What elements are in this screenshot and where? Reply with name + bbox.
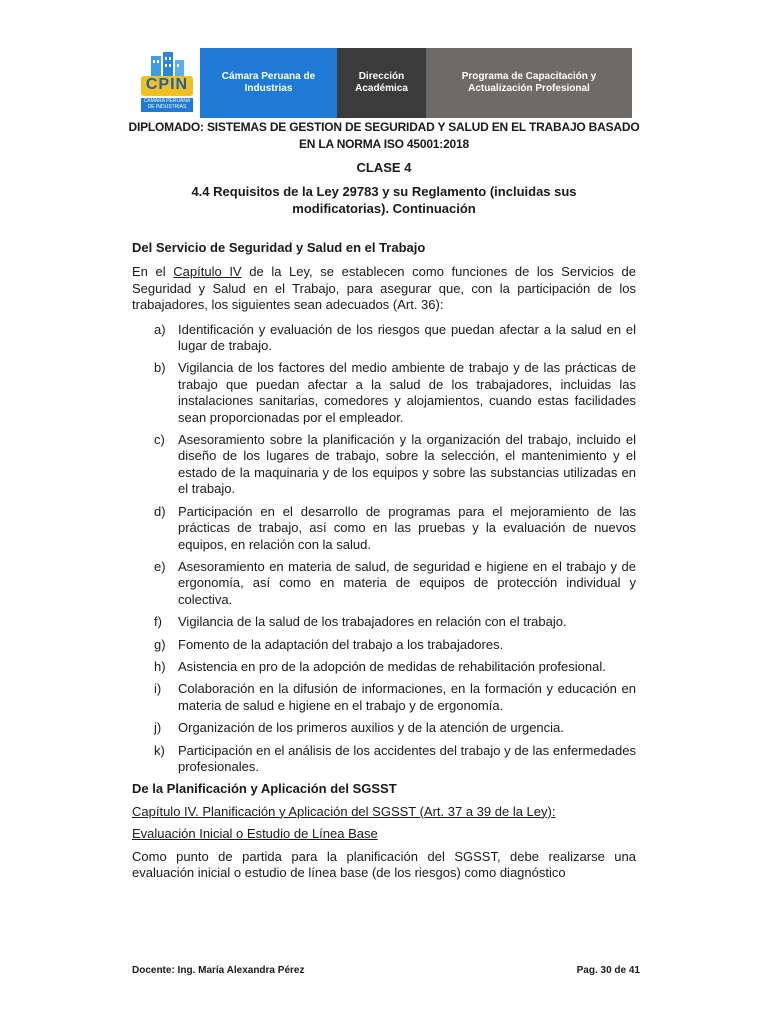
- header-segment-programa: [426, 48, 632, 118]
- footer-teacher: Docente: Ing. María Alexandra Pérez: [132, 965, 305, 976]
- list-marker: j): [154, 720, 162, 736]
- section-heading-planificacion: De la Planificación y Aplicación del SGSST: [132, 781, 397, 797]
- list-marker: d): [154, 503, 166, 519]
- list-marker: b): [154, 360, 166, 376]
- segment-line: Dirección: [358, 71, 405, 82]
- header-banner: [134, 48, 632, 118]
- intro-text: En el: [132, 264, 174, 280]
- list-item: [132, 360, 636, 426]
- list-item: [132, 637, 636, 653]
- functions-list: [132, 322, 636, 776]
- header-segment-direccion: [337, 48, 426, 118]
- document-body: [132, 240, 636, 889]
- list-marker: h): [154, 658, 166, 674]
- section-heading: Del Servicio de Seguridad y Salud en el Trabajo: [132, 240, 426, 255]
- intro-paragraph: [132, 264, 636, 313]
- list-item: [132, 614, 636, 630]
- list-item-text: Identificación y evaluación de los riesgos que puedan afectar a la salud en el lugar de trabajo.: [178, 321, 636, 354]
- list-marker: g): [154, 636, 166, 652]
- course-title: [128, 119, 640, 153]
- list-marker: i): [154, 681, 162, 697]
- list-item-text: Vigilancia de los factores del medio ambiente de trabajo y de las prácticas de trabajo que puedan afectar a la salud de los trabajadores, incluidas las instalaciones sanitarias, comedores y alojamientos, cuando estas facilidades sean proporcionadas por el empleador.: [178, 360, 636, 425]
- segment-line: Académica: [355, 83, 408, 94]
- cpin-logo: [134, 48, 200, 118]
- list-item-text: Participación en el análisis de los accidentes del trabajo y de las enfermedades profesionales.: [178, 742, 636, 774]
- chapter-iv-link[interactable]: Capítulo IV. Planificación y Aplicación del SGSST (Art. 37 a 39 de la Ley):: [132, 803, 556, 819]
- list-item-text: Asistencia en pro de la adopción de medidas de rehabilitación profesional.: [178, 658, 606, 674]
- list-item: [132, 559, 636, 608]
- list-item-text: Asesoramiento sobre la planificación y la organización del trabajo, incluido el diseño de los lugares de trabajo, sobre la selección, el mantenimiento y el estado de la maquinaria y de los equipos y sobre las substancias utilizadas en el trabajo.: [178, 432, 636, 497]
- chapter-link[interactable]: Capítulo IV: [173, 264, 242, 280]
- evaluacion-inicial-link[interactable]: Evaluación Inicial o Estudio de Línea Base: [132, 826, 378, 842]
- list-item-text: Fomento de la adaptación del trabajo a los trabajadores.: [178, 636, 504, 652]
- segment-line: Actualización Profesional: [468, 83, 590, 94]
- list-item-text: Participación en el desarrollo de programas para el mejoramiento de las prácticas de trabajo, así como en las pruebas y la evaluación de nuevos equipos, en relación con la salud.: [178, 503, 636, 552]
- planning-paragraph: Como punto de partida para la planificación del SGSST, debe realizarse una evaluación inicial o estudio de línea base (de los riesgos) como diagnóstico: [132, 848, 636, 880]
- list-marker: k): [154, 742, 165, 758]
- segment-line: Industrias: [244, 83, 293, 94]
- list-item: [132, 743, 636, 776]
- list-marker: f): [154, 614, 162, 630]
- segment-line: Cámara Peruana de: [221, 71, 316, 82]
- course-title-line: DIPLOMADO: SISTEMAS DE GESTION DE SEGURIDAD Y SALUD EN EL TRABAJO BASADO: [128, 120, 640, 134]
- list-item: [132, 681, 636, 714]
- list-item: [132, 659, 636, 675]
- header-segment-camara: [200, 48, 337, 118]
- list-item-text: Asesoramiento en materia de salud, de seguridad e higiene en el trabajo y de ergonomía, así como en materia de equipos de protección individual y colectiva.: [178, 558, 636, 607]
- logo-subtext: CAMARA PERUANA DE INDUSTRIAS: [143, 98, 191, 110]
- list-item-text: Vigilancia de la salud de los trabajadores en relación con el trabajo.: [178, 614, 567, 630]
- list-item: [132, 720, 636, 736]
- list-item-text: Organización de los primeros auxilios y de la atención de urgencia.: [178, 720, 564, 736]
- class-title: CLASE 4: [356, 160, 412, 175]
- intro-text: de la Ley, se establecen como funciones de los Servicios de Seguridad y Salud en el Trabajo, para asegurar que, con la participación de los trabajadores, los siguientes sean adecuados (Art. 36):: [132, 264, 636, 313]
- list-marker: c): [154, 432, 165, 448]
- course-title-line: EN LA NORMA ISO 45001:2018: [299, 137, 469, 151]
- logo-text: CPIN: [145, 76, 189, 93]
- segment-line: Programa de Capacitación y: [461, 71, 597, 82]
- list-marker: a): [154, 321, 166, 337]
- list-item: [132, 432, 636, 498]
- list-item: [132, 322, 636, 355]
- section-subtitle: 4.4 Requisitos de la Ley 29783 y su Reglamento (incluidas sus modificatorias). Continuación: [191, 184, 577, 216]
- list-item: [132, 504, 636, 553]
- list-item-text: Colaboración en la difusión de informaciones, en la formación y educación en materia de salud e higiene en el trabajo y de ergonomía.: [178, 681, 636, 713]
- list-marker: e): [154, 558, 166, 574]
- footer-page-number: Pag. 30 de 41: [576, 965, 640, 976]
